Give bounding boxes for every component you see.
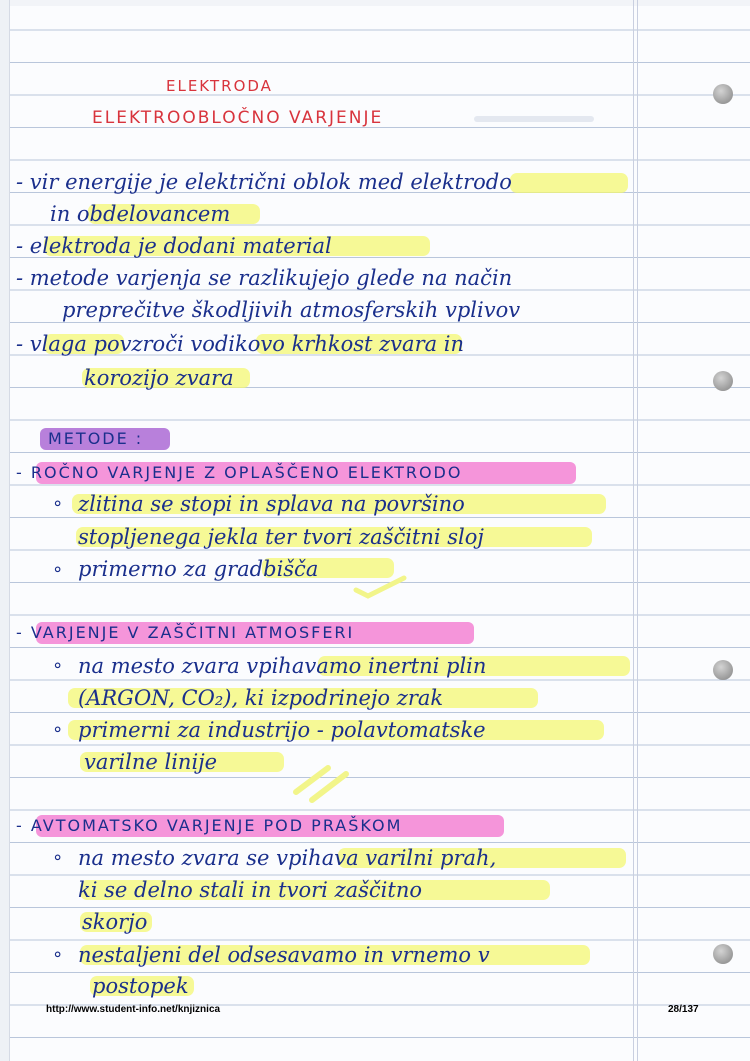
methods-heading: METODE : xyxy=(48,429,144,448)
intro-line: korozijo zvara xyxy=(84,366,234,390)
section-line: na mesto zvara vpihavamo inertni plin xyxy=(78,654,487,678)
title-line-2: ELEKTROOBLOČNO VARJENJE xyxy=(92,108,384,128)
punch-hole xyxy=(713,660,733,680)
section-heading: - AVTOMATSKO VARJENJE POD PRAŠKOM xyxy=(16,816,403,835)
punch-hole xyxy=(713,84,733,104)
page-left-edge xyxy=(0,0,10,1061)
section-line: primerno za gradbišča xyxy=(78,557,319,581)
section-heading: - VARJENJE V ZAŠČITNI ATMOSFERI xyxy=(16,623,355,642)
punch-hole xyxy=(713,371,733,391)
section-line: postopek xyxy=(92,974,189,998)
footer-url[interactable]: http://www.student-info.net/knjiznica xyxy=(46,1004,221,1015)
intro-line: - metode varjenja se razlikujejo glede na način xyxy=(16,266,513,290)
bullet-icon: ∘ xyxy=(52,559,64,580)
section-line: nestaljeni del odsesavamo in vrnemo v xyxy=(78,943,490,967)
title-line-1: ELEKTRODA xyxy=(166,77,273,95)
section-line: skorjo xyxy=(82,910,148,934)
punch-hole xyxy=(713,944,733,964)
bullet-icon: ∘ xyxy=(52,719,64,740)
intro-line: - vlaga povzroči vodikovo krhkost zvara in xyxy=(16,332,465,356)
section-line: zlitina se stopi in splava na površino xyxy=(78,492,465,516)
intro-line: - vir energije je električni oblok med elektrodo xyxy=(16,170,512,194)
intro-line: in obdelovancem xyxy=(50,202,231,226)
bullet-icon: ∘ xyxy=(52,493,64,514)
double-slash-mark xyxy=(288,762,358,804)
intro-line: preprečitve škodljivih atmosferskih vplivov xyxy=(62,298,521,322)
section-heading: - ROČNO VARJENJE Z OPLAŠČENO ELEKTRODO xyxy=(16,463,463,482)
section-line: ki se delno stali in tvori zaščitno xyxy=(78,878,423,902)
highlight xyxy=(510,173,628,193)
margin-line-inner xyxy=(637,0,638,1061)
section-line: stopljenega jekla ter tvori zaščitni sloj xyxy=(78,525,484,549)
page-number: 28/137 xyxy=(668,1004,699,1015)
bullet-icon: ∘ xyxy=(52,944,64,965)
section-line: primerni za industrijo - polavtomatske xyxy=(78,718,486,742)
bullet-icon: ∘ xyxy=(52,655,64,676)
intro-line: - elektroda je dodani material xyxy=(16,234,332,258)
checkmark-icon xyxy=(352,574,408,600)
margin-line xyxy=(633,0,634,1061)
faint-mark xyxy=(474,116,594,122)
section-line: varilne linije xyxy=(84,750,218,774)
section-line: na mesto zvara se vpihava varilni prah, xyxy=(78,846,497,870)
section-line: (ARGON, CO₂), ki izpodrinejo zrak xyxy=(78,686,444,710)
bullet-icon: ∘ xyxy=(52,847,64,868)
